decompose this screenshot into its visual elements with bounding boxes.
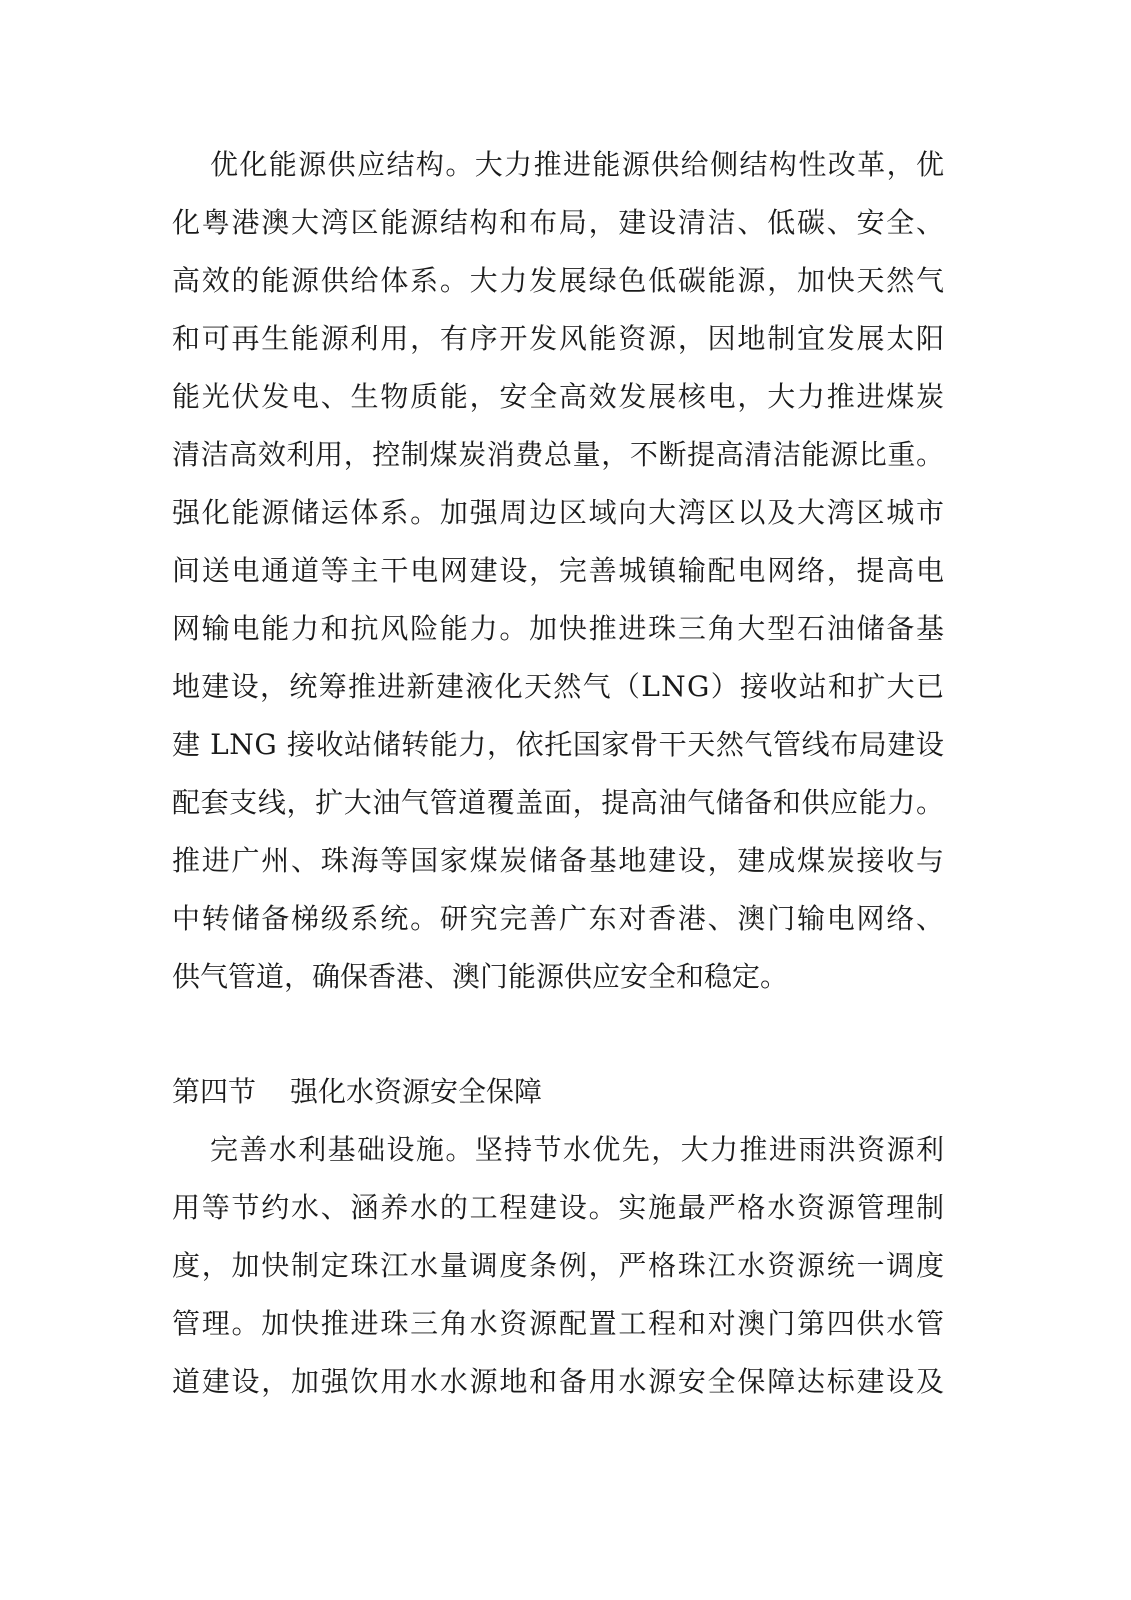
text-line: 强化能源储运体系。加强周边区域向大湾区以及大湾区城市: [172, 496, 946, 529]
text-line: 完善水利基础设施。坚持节水优先，大力推进雨洪资源利: [210, 1133, 946, 1166]
text-line: 网输电能力和抗风险能力。加快推进珠三角大型石油储备基: [172, 612, 946, 645]
text-line: 供气管道，确保香港、澳门能源供应安全和稳定。: [172, 960, 789, 993]
text-line: 和可再生能源利用，有序开发风能资源，因地制宜发展太阳: [172, 322, 946, 355]
text-line: 管理。加快推进珠三角水资源配置工程和对澳门第四供水管: [172, 1307, 946, 1340]
text-line: 建 LNG 接收站储转能力，依托国家骨干天然气管线布局建设: [172, 728, 945, 761]
text-line: 清洁高效利用，控制煤炭消费总量，不断提高清洁能源比重。: [172, 438, 945, 471]
text-line: 间送电通道等主干电网建设，完善城镇输配电网络，提高电: [172, 554, 946, 587]
text-line: 度，加快制定珠江水量调度条例，严格珠江水资源统一调度: [172, 1249, 946, 1282]
text-line: 能光伏发电、生物质能，安全高效发展核电，大力推进煤炭: [172, 380, 946, 413]
text-line: 高效的能源供给体系。大力发展绿色低碳能源，加快天然气: [172, 264, 946, 297]
text-line: 地建设，统筹推进新建液化天然气（LNG）接收站和扩大已: [172, 670, 946, 703]
text-line: 化粤港澳大湾区能源结构和布局，建设清洁、低碳、安全、: [172, 206, 946, 239]
text-line: 优化能源供应结构。大力推进能源供给侧结构性改革，优: [210, 148, 946, 181]
text-line: 中转储备梯级系统。研究完善广东对香港、澳门输电网络、: [172, 902, 946, 935]
text-line: 道建设，加强饮用水水源地和备用水源安全保障达标建设及: [172, 1365, 946, 1398]
text-line: 配套支线，扩大油气管道覆盖面，提高油气储备和供应能力。: [172, 786, 945, 819]
section-heading: [172, 1072, 542, 1112]
section-title: 强化水资源安全保障: [290, 1075, 543, 1108]
section-number: 第四节: [172, 1075, 257, 1108]
text-line: 推进广州、珠海等国家煤炭储备基地建设，建成煤炭接收与: [172, 844, 946, 877]
text-line: 用等节约水、涵养水的工程建设。实施最严格水资源管理制: [172, 1191, 946, 1224]
